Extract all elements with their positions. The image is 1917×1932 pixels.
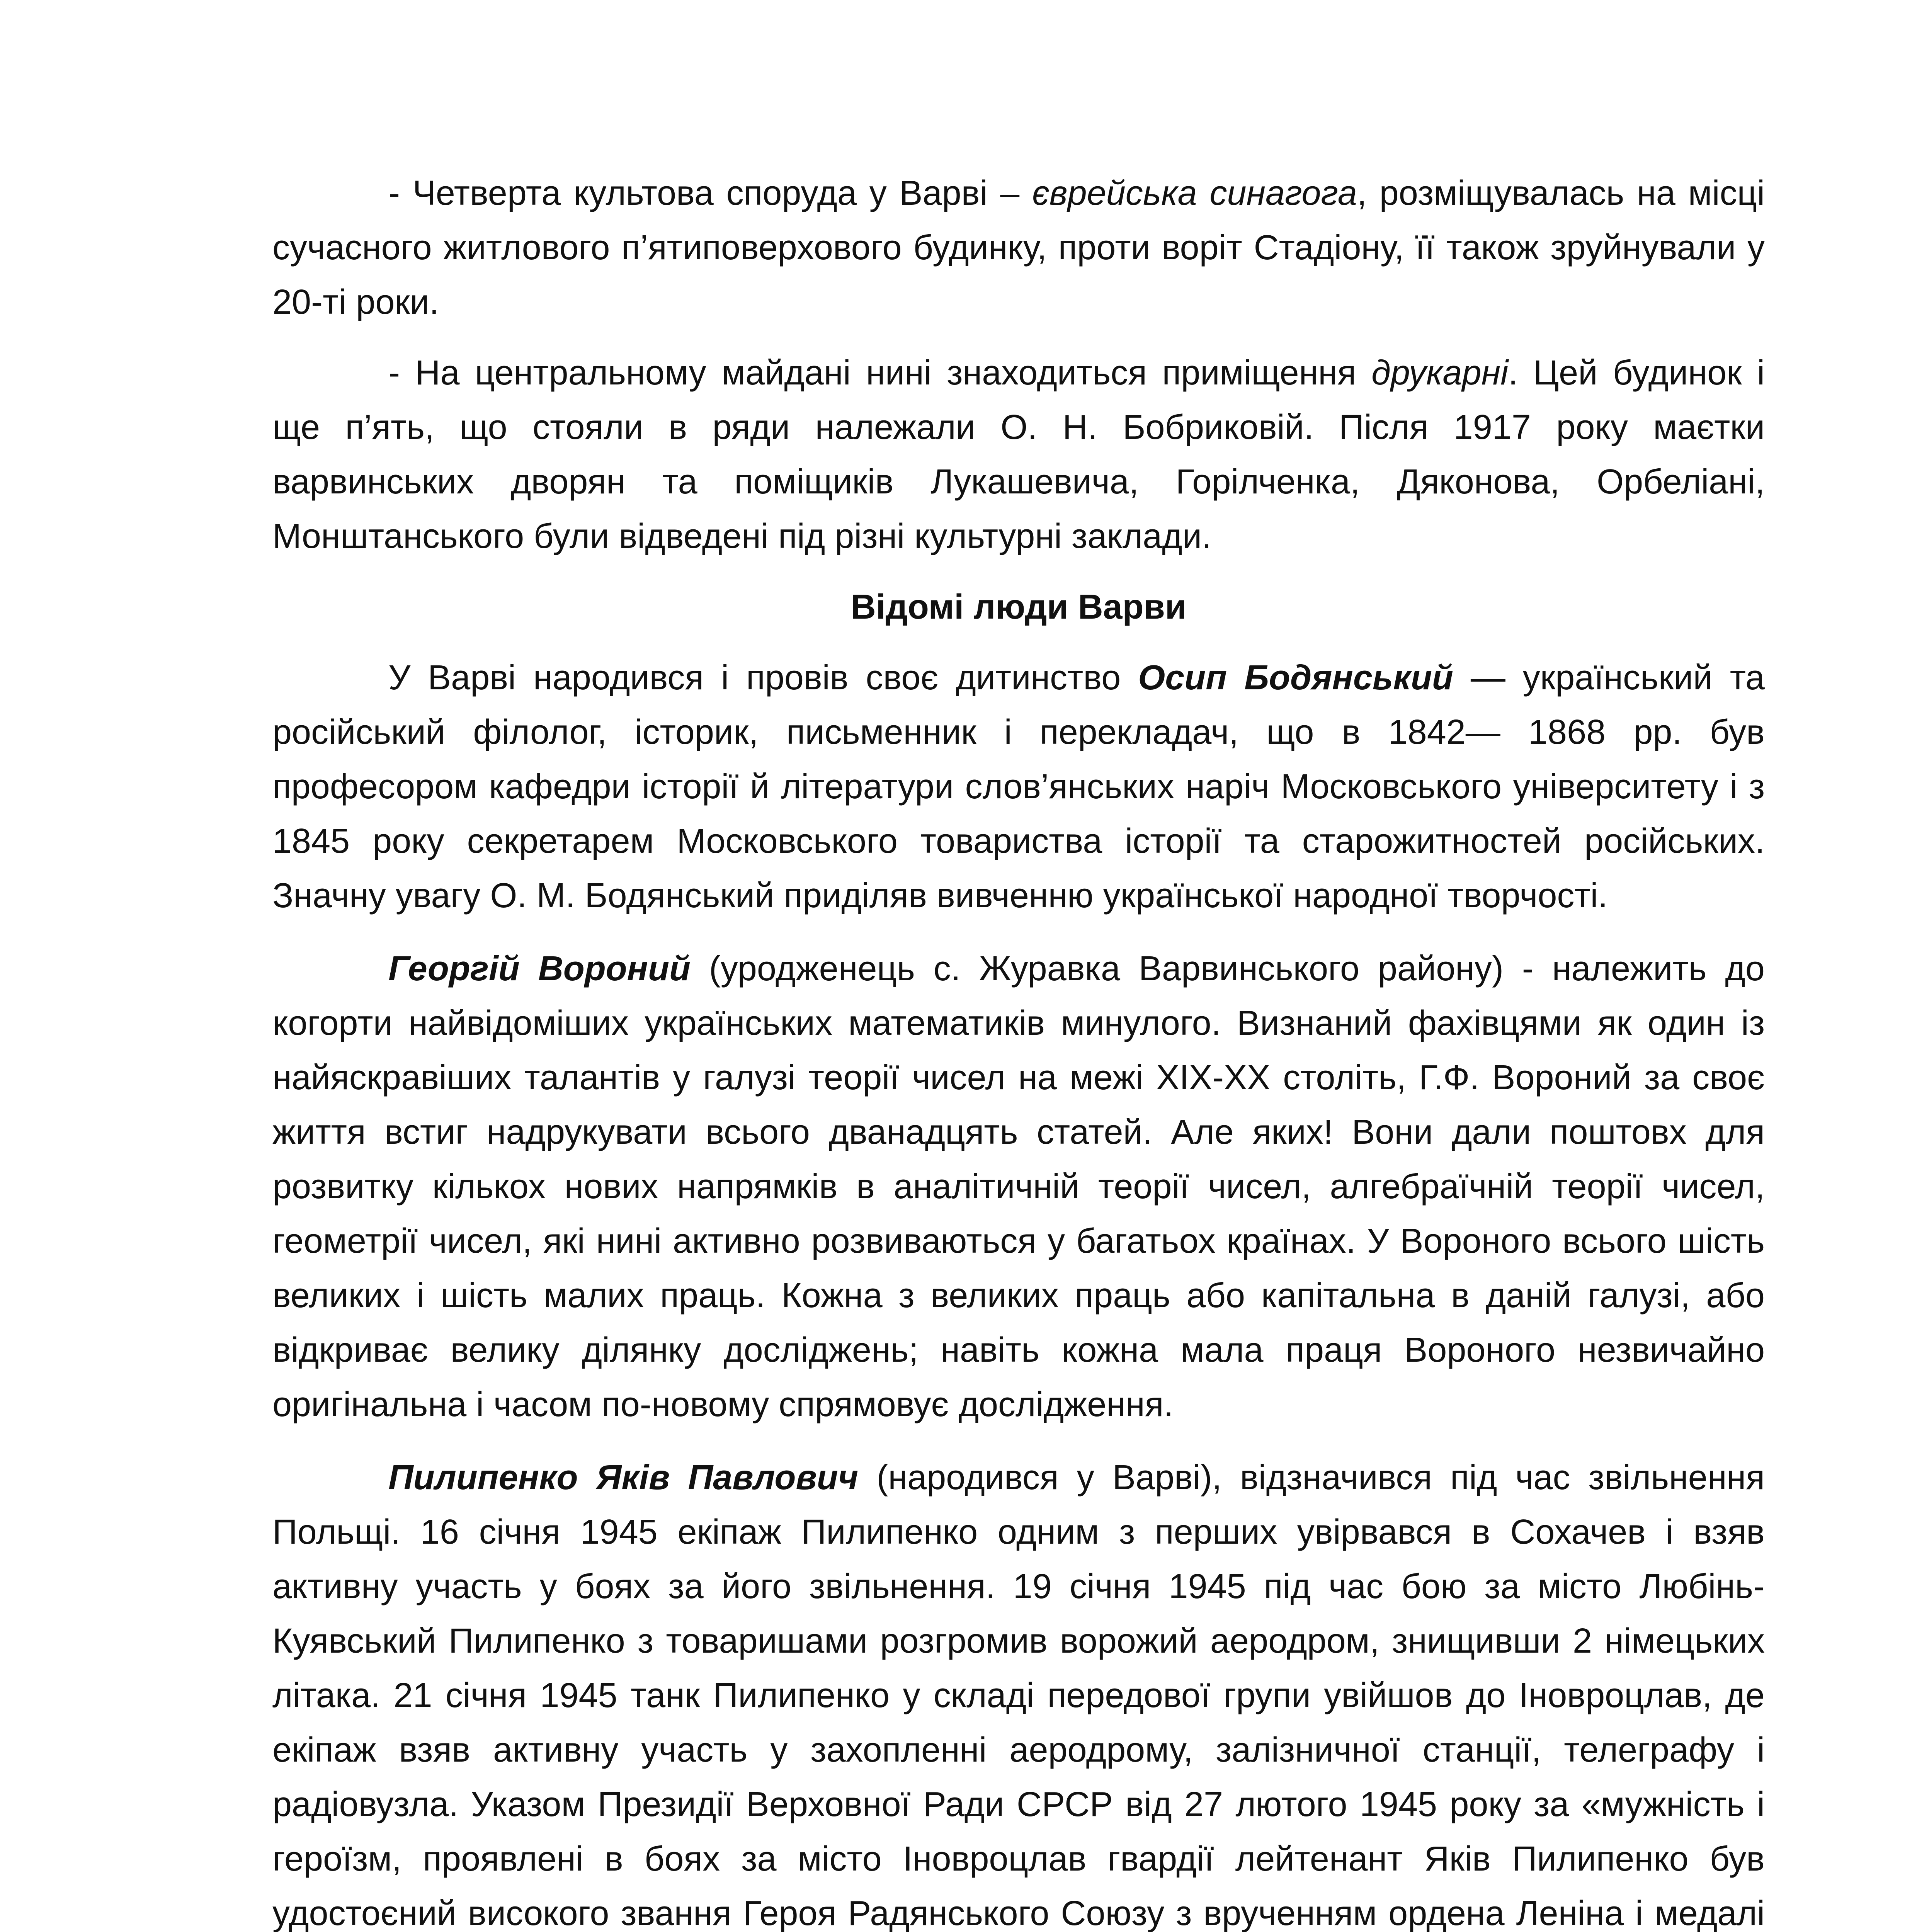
paragraph-text: (народився у Варві), відзначився під час звільнення Польщі. 16 січня 1945 екіпаж Пилипенко одним з перших увірвався в Сохачев і взяв активну участь у боях за його звільнення. 19 січня 1945 під час бою за місто Любінь-Куявський Пилипенко з товаришами розгромив ворожий аеродром, знищивши 2 німецьких літака. 21 січня 1945 танк Пилипенко у складі передової групи увійшов до Іновроцлав, де екіпаж взяв активну участь у захопленні аеродрому, залізничної станції, телеграфу і радіовузла. Указом Президії Верховної Ради СРСР від 27 лютого 1945 року за «мужність і героїзм, проявлені в боях за місто Іновроцлав гвардії лейтенант Яків Пилипенко був удостоєний високого звання Героя Радянського Союзу з врученням ордена Леніна і медалі <box>272 1458 1765 1932</box>
person-name: Пилипенко Яків Павлович <box>388 1458 859 1497</box>
section-heading: Відомі люди Варви <box>850 588 1187 626</box>
paragraph-text: . Цей будинок і ще п’ять, що стояли в ряди належали О. Н. Бобриковій. Після 1917 року маєтки варвинських дворян та поміщиків Лукашевича, Горілченка, Дяконова, Орбеліані, Монштанського були відведені під різні культурні заклади. <box>272 354 1765 556</box>
italic-term: єврейська синагога <box>1032 174 1357 213</box>
person-name: Георгій Вороний <box>388 949 691 988</box>
paragraph-text: - На центральному майдані нині знаходиться приміщення <box>388 354 1372 392</box>
document-page <box>272 166 1765 1932</box>
paragraph-synagogue <box>272 166 1765 330</box>
paragraph-voronyi <box>272 942 1765 1432</box>
person-name: Осип Бодянський <box>1138 658 1453 697</box>
paragraph-text: (уродженець с. Журавка Варвинського району) - належить до когорти найвідоміших українських математиків минулого. Визнаний фахівцями як один із найяскравіших талантів у галузі теорії чисел на межі ХІХ-ХХ століть, Г.Ф. Вороний за своє життя встиг надрукувати всього дванадцять статей. Але яких! Вони дали поштовх для розвитку кількох нових напрямків в аналітичній теорії чисел, алгебраїчній теорії чисел, геометрії чисел, які нині активно розвиваються у багатьох країнах. У Вороного всього шість великих і шість малих праць. Кожна з великих праць або капітальна в даній галузі, або відкриває велику ділянку досліджень; навіть кожна мала праця Вороного незвичайно оригінальна і часом по-новому спрямовує дослідження. <box>272 949 1765 1424</box>
paragraph-text: - Четверта культова споруда у Варві – <box>388 174 1032 213</box>
paragraph-bodiansky <box>272 651 1765 923</box>
paragraph-text: — український та російський філолог, історик, письменник і перекладач, що в 1842— 1868 рр. був професором кафедри історії й літератури слов’янських наріч Московського університету і з 1845 року секретарем Московського товариства історії та старожитностей російських. Значну увагу О. М. Бодянський приділяв вивченню української народної творчості. <box>272 658 1765 915</box>
paragraph-text: , розміщувалась на місці сучасного житлового п’ятиповерхового будинку, проти воріт Стадіону, її також зруйнували у 20-ті роки. <box>272 174 1765 321</box>
paragraph-printing-house <box>272 346 1765 564</box>
paragraph-pylypenko <box>272 1451 1765 1932</box>
paragraph-text: У Варві народився і провів своє дитинство <box>388 658 1138 697</box>
italic-term: друкарні <box>1371 354 1509 392</box>
